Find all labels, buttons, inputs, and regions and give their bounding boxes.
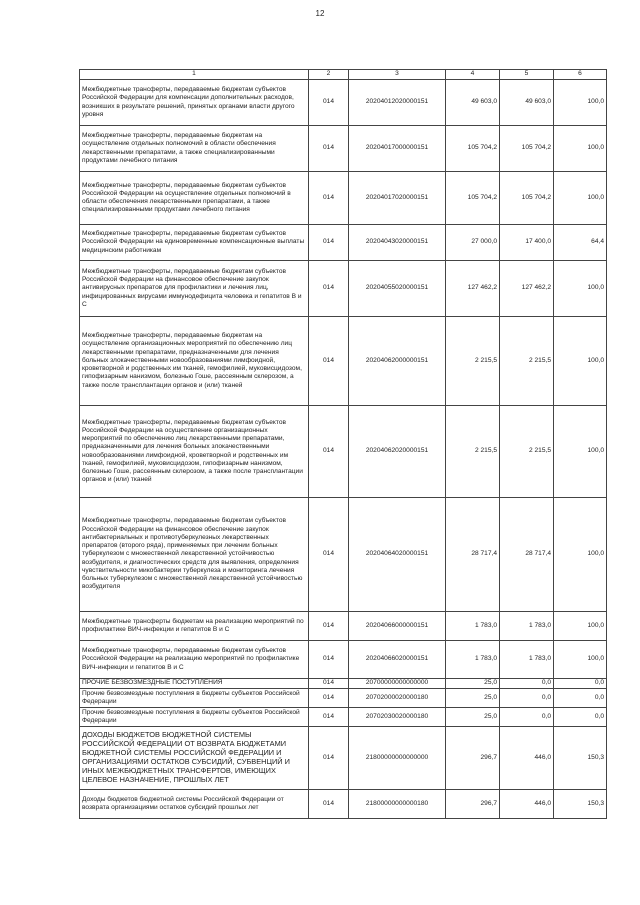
row-fact-value: 28 717,4 [500,498,554,612]
row-plan-value: 127 462,2 [446,261,500,317]
table-row [80,317,607,406]
row-plan-value: 25,0 [446,679,500,689]
table-row [80,641,607,679]
row-plan-value: 296,7 [446,790,500,819]
row-percent: 100,0 [554,498,607,612]
row-budget-code: 20204062000000151 [349,317,446,406]
table-row [80,727,607,790]
row-percent: 0,0 [554,679,607,689]
row-admin-code: 014 [309,727,349,790]
header-cell: 1 [80,70,309,80]
row-budget-code: 21800000000000000 [349,727,446,790]
row-fact-value: 0,0 [500,689,554,708]
row-description: ПРОЧИЕ БЕЗВОЗМЕЗДНЫЕ ПОСТУПЛЕНИЯ [80,679,309,689]
table-row [80,126,607,172]
row-percent: 100,0 [554,172,607,225]
row-plan-value: 105 704,2 [446,172,500,225]
table-row [80,689,607,708]
row-percent: 100,0 [554,261,607,317]
table-row [80,406,607,498]
row-budget-code: 21800000000000180 [349,790,446,819]
row-budget-code: 20702030020000180 [349,708,446,727]
row-admin-code: 014 [309,172,349,225]
table-row [80,498,607,612]
row-fact-value: 105 704,2 [500,172,554,225]
table-row [80,80,607,126]
row-description: Межбюджетные трансферты, передаваемые бюджетам субъектов Российской Федерации для компенсации дополнительных расходов, возникших в результате решений, принятых органами власти другого уровня [80,80,309,126]
row-fact-value: 1 783,0 [500,612,554,641]
row-percent: 100,0 [554,406,607,498]
row-admin-code: 014 [309,317,349,406]
row-percent: 100,0 [554,80,607,126]
row-budget-code: 20204062020000151 [349,406,446,498]
header-cell: 5 [500,70,554,80]
row-admin-code: 014 [309,261,349,317]
table-row [80,708,607,727]
row-description: Межбюджетные трансферты, передаваемые бюджетам субъектов Российской Федерации на финансовое обеспечение закупок антибактериальных и противотуберкулезных лекарственных препаратов (второго ряда), применяемых при лечении больных туберкулезом с множественной лекарственной устойчивостью возбудителя, и диагностических средств для выявления, определения чувствительности микобактерии туберкулеза и мониторинга лечения больных туберкулезом с множественной лекарственной устойчивостью возбудителя [80,498,309,612]
row-admin-code: 014 [309,126,349,172]
row-plan-value: 2 215,5 [446,317,500,406]
row-plan-value: 105 704,2 [446,126,500,172]
row-plan-value: 2 215,5 [446,406,500,498]
row-admin-code: 014 [309,612,349,641]
row-admin-code: 014 [309,708,349,727]
row-description: ДОХОДЫ БЮДЖЕТОВ БЮДЖЕТНОЙ СИСТЕМЫ РОССИЙСКОЙ ФЕДЕРАЦИИ ОТ ВОЗВРАТА БЮДЖЕТАМИ БЮДЖЕТНОЙ СИСТЕМЫ РОССИЙСКОЙ ФЕДЕРАЦИИ И ОРГАНИЗАЦИЯМИ ОСТАТКОВ СУБСИДИЙ, СУБВЕНЦИЙ И ИНЫХ МЕЖБЮДЖЕТНЫХ ТРАНСФЕРТОВ, ИМЕЮЩИХ ЦЕЛЕВОЕ НАЗНАЧЕНИЕ, ПРОШЛЫХ ЛЕТ [80,727,309,790]
page-number: 12 [315,9,325,18]
header-row [80,70,607,80]
row-description: Прочие безвозмездные поступления в бюджеты субъектов Российской Федерации [80,689,309,708]
row-budget-code: 20204055020000151 [349,261,446,317]
table-row [80,790,607,819]
header-cell: 6 [554,70,607,80]
table-row [80,172,607,225]
row-fact-value: 0,0 [500,679,554,689]
row-percent: 0,0 [554,689,607,708]
row-percent: 150,3 [554,790,607,819]
row-description: Прочие безвозмездные поступления в бюджеты субъектов Российской Федерации [80,708,309,727]
row-admin-code: 014 [309,406,349,498]
row-description: Межбюджетные трансферты, передаваемые бюджетам субъектов Российской Федерации на единовременные компенсационные выплаты медицинским работникам [80,225,309,261]
row-description: Межбюджетные трансферты, передаваемые бюджетам на осуществление организационных мероприятий по обеспечению лиц лекарственными препаратами, предназначенными для лечения больных злокачественными новообразованиями лимфоидной, кроветворной и родственных им тканей, гемофилией, муковисцидозом, гипофизарным нанизмом, болезнью Гоше, рассеянным склерозом, а также после трансплантации органов и (или) тканей [80,317,309,406]
row-fact-value: 2 215,5 [500,317,554,406]
row-budget-code: 20204012020000151 [349,80,446,126]
row-fact-value: 446,0 [500,727,554,790]
row-percent: 100,0 [554,612,607,641]
row-fact-value: 17 400,0 [500,225,554,261]
table-row [80,225,607,261]
row-admin-code: 014 [309,641,349,679]
row-budget-code: 20204066020000151 [349,641,446,679]
row-description: Межбюджетные трансферты, передаваемые бюджетам субъектов Российской Федерации на финансовое обеспечение закупок антивирусных препаратов для профилактики и лечения лиц, инфицированных вирусами иммунодефицита человека и гепатитов В и С [80,261,309,317]
row-description: Межбюджетные трансферты, передаваемые бюджетам субъектов Российской Федерации на осуществление отдельных полномочий в области обеспечения лекарственными препаратами, а также специализированными продуктами лечебного питания [80,172,309,225]
row-admin-code: 014 [309,679,349,689]
header-cell: 3 [349,70,446,80]
row-fact-value: 105 704,2 [500,126,554,172]
row-plan-value: 28 717,4 [446,498,500,612]
row-plan-value: 296,7 [446,727,500,790]
row-fact-value: 446,0 [500,790,554,819]
row-admin-code: 014 [309,689,349,708]
row-budget-code: 20204017000000151 [349,126,446,172]
row-percent: 64,4 [554,225,607,261]
table-row [80,261,607,317]
row-plan-value: 1 783,0 [446,641,500,679]
row-fact-value: 127 462,2 [500,261,554,317]
row-plan-value: 49 603,0 [446,80,500,126]
table-row [80,612,607,641]
row-budget-code: 20204017020000151 [349,172,446,225]
table-row [80,679,607,689]
row-percent: 100,0 [554,126,607,172]
row-budget-code: 20204064020000151 [349,498,446,612]
row-description: Межбюджетные трансферты, передаваемые бюджетам на осуществление отдельных полномочий в области обеспечения лекарственными препаратами, а также специализированными продуктами лечебного питания [80,126,309,172]
row-description: Межбюджетные трансферты, передаваемые бюджетам субъектов Российской Федерации на осуществление организационных мероприятий по обеспечению лиц лекарственными препаратами, предназначенными для лечения больных злокачественными новообразованиями лимфоидной, кроветворной и родственных им тканей, гемофилией, муковисцидозом, гипофизарным нанизмом, болезнью Гоше, рассеянным склерозом, а также после трансплантации органов и (или) тканей [80,406,309,498]
row-fact-value: 2 215,5 [500,406,554,498]
row-fact-value: 1 783,0 [500,641,554,679]
row-plan-value: 25,0 [446,708,500,727]
row-budget-code: 20204066000000151 [349,612,446,641]
row-description: Межбюджетные трансферты, передаваемые бюджетам субъектов Российской Федерации на реализацию мероприятий по профилактике ВИЧ-инфекции и гепатитов В и С [80,641,309,679]
row-budget-code: 20204043020000151 [349,225,446,261]
row-admin-code: 014 [309,498,349,612]
row-plan-value: 25,0 [446,689,500,708]
header-cell: 2 [309,70,349,80]
row-fact-value: 49 603,0 [500,80,554,126]
row-admin-code: 014 [309,80,349,126]
row-plan-value: 1 783,0 [446,612,500,641]
row-percent: 0,0 [554,708,607,727]
row-fact-value: 0,0 [500,708,554,727]
row-description: Доходы бюджетов бюджетной системы Российской Федерации от возврата организациями остатков субсидий прошлых лет [80,790,309,819]
row-plan-value: 27 000,0 [446,225,500,261]
row-percent: 150,3 [554,727,607,790]
row-admin-code: 014 [309,225,349,261]
row-percent: 100,0 [554,317,607,406]
row-description: Межбюджетные трансферты бюджетам на реализацию мероприятий по профилактике ВИЧ-инфекции и гепатитов В и С [80,612,309,641]
row-percent: 100,0 [554,641,607,679]
row-admin-code: 014 [309,790,349,819]
row-budget-code: 20702000020000180 [349,689,446,708]
budget-income-table [79,69,607,819]
header-cell: 4 [446,70,500,80]
row-budget-code: 20700000000000000 [349,679,446,689]
